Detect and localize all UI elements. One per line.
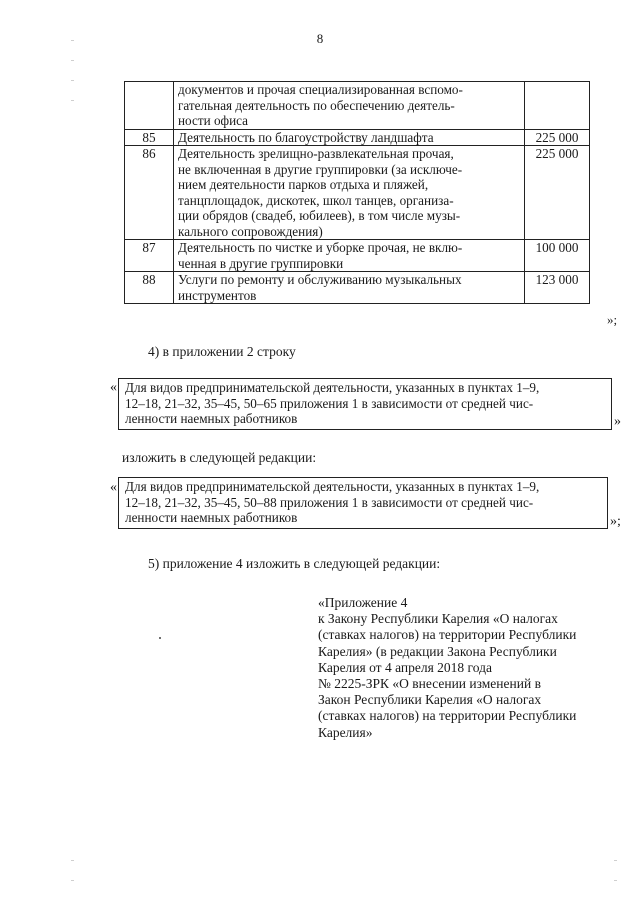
table-closing-quote: »; <box>607 312 618 327</box>
appendix-heading <box>318 595 618 741</box>
table-row <box>125 240 590 272</box>
old-row-line: ленности наемных работников <box>125 411 298 426</box>
table-row <box>125 129 590 146</box>
desc-line: документов и прочая специализированная вспомо- <box>178 82 463 97</box>
page-number: 8 <box>316 31 324 46</box>
scan-edge-mark <box>71 40 74 41</box>
row-number: 86 <box>125 146 174 240</box>
row-number: 87 <box>125 240 174 272</box>
scan-edge-mark <box>614 860 617 861</box>
desc-line: Услуги по ремонту и обслуживанию музыкальных <box>178 272 462 287</box>
appendix-line: Карелия» <box>318 724 373 740</box>
appendix-line: к Закону Республики Карелия «О налогах <box>318 611 558 627</box>
scan-edge-mark <box>71 880 74 881</box>
row-amount: 225 000 <box>525 146 590 240</box>
scan-edge-mark <box>71 100 74 101</box>
new-row-close-quote: »; <box>610 514 621 529</box>
row-number: 88 <box>125 272 174 304</box>
row-number: 85 <box>125 129 174 146</box>
row-amount <box>525 82 590 130</box>
activities-table <box>124 81 590 304</box>
desc-line: инструментов <box>178 287 257 303</box>
old-row-open-quote: « <box>110 380 117 395</box>
replace-text: изложить в следующей редакции: <box>122 450 317 465</box>
desc-line: гательная деятельность по обеспечению деятель- <box>178 97 455 113</box>
new-row-line: Для видов предпринимательской деятельности, указанных в пунктах 1–9, <box>125 479 540 494</box>
row-description <box>174 129 525 146</box>
item-5-text: 5) приложение 4 изложить в следующей редакции: <box>148 556 441 571</box>
row-number <box>125 82 174 130</box>
row-amount: 100 000 <box>525 240 590 272</box>
desc-line: нием деятельности парков отдыха и пляжей, <box>178 177 429 192</box>
desc-line: ции обрядов (свадеб, юбилеев), в том числе музы- <box>178 208 461 223</box>
old-row-line: Для видов предпринимательской деятельности, указанных в пунктах 1–9, <box>125 380 540 395</box>
desc-line: кального сопровождения) <box>178 223 323 239</box>
appendix-line: Карелия от 4 апреля 2018 года <box>318 659 492 675</box>
row-amount: 225 000 <box>525 129 590 146</box>
table-row <box>125 82 590 130</box>
scan-edge-mark <box>614 880 617 881</box>
new-row-line: 12–18, 21–32, 35–45, 50–88 приложения 1 в зависимости от средней чис- <box>125 494 534 510</box>
scan-edge-mark <box>71 80 74 81</box>
scan-edge-mark <box>71 60 74 61</box>
desc-line: ности офиса <box>178 113 249 128</box>
row-description <box>174 272 525 304</box>
old-row-close-quote: » <box>614 414 621 429</box>
row-amount: 123 000 <box>525 272 590 304</box>
desc-line: Деятельность по чистке и уборке прочая, не вклю- <box>178 240 463 255</box>
old-row-box <box>118 378 612 430</box>
row-description <box>174 146 525 240</box>
new-row-open-quote: « <box>110 480 117 495</box>
desc-line: Деятельность зрелищно-развлекательная прочая, <box>178 146 454 161</box>
appendix-line: Карелия» (в редакции Закона Республики <box>318 643 557 659</box>
item-4-text: 4) в приложении 2 строку <box>148 344 296 359</box>
appendix-line: (ставках налогов) на территории Республики <box>318 708 577 724</box>
appendix-line: Закон Республики Карелия «О налогах <box>318 692 542 708</box>
old-row-line: 12–18, 21–32, 35–45, 50–65 приложения 1 в зависимости от средней чис- <box>125 395 534 411</box>
desc-line: ченная в другие группировки <box>178 255 344 271</box>
row-description <box>174 82 525 130</box>
appendix-line: «Приложение 4 <box>318 595 408 610</box>
table-row <box>125 146 590 240</box>
desc-line: не включенная в другие группировки (за исключе- <box>178 161 463 177</box>
row-description <box>174 240 525 272</box>
desc-line: Деятельность по благоустройству ландшафта <box>178 129 434 145</box>
appendix-line: (ставках налогов) на территории Республики <box>318 627 577 643</box>
new-row-box <box>118 477 608 529</box>
appendix-line: № 2225-ЗРК «О внесении изменений в <box>318 676 541 692</box>
scan-speck <box>159 637 161 639</box>
table-row <box>125 272 590 304</box>
new-row-line: ленности наемных работников <box>125 510 298 525</box>
desc-line: танцплощадок, дискотек, школ танцев, организа- <box>178 192 454 208</box>
scan-edge-mark <box>71 860 74 861</box>
